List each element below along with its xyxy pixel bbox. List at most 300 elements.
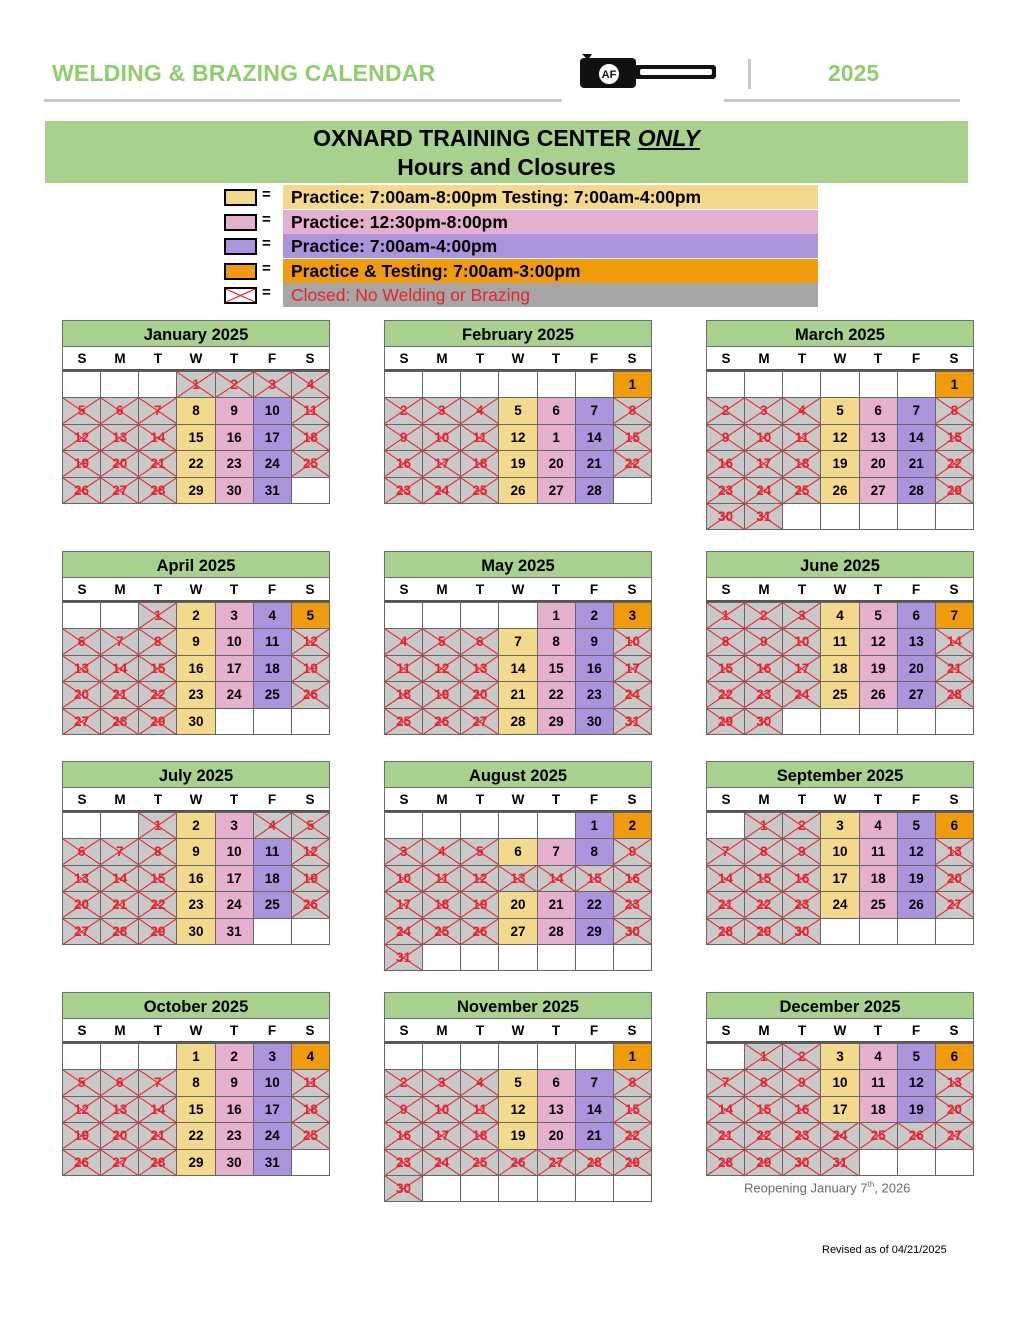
open-day-cell bbox=[860, 839, 898, 865]
closed-day-cell bbox=[292, 866, 330, 892]
empty-day-cell bbox=[385, 372, 423, 398]
closed-day-cell bbox=[783, 1097, 821, 1123]
open-day-cell bbox=[254, 603, 292, 629]
open-day-cell bbox=[177, 1097, 215, 1123]
closed-day-cell bbox=[292, 892, 330, 918]
revision-date: Revised as of 04/21/2025 bbox=[822, 1244, 947, 1256]
day-number: 8 bbox=[192, 403, 200, 419]
closed-day-cell bbox=[783, 682, 821, 708]
closed-day-cell bbox=[783, 866, 821, 892]
open-day-cell bbox=[177, 919, 215, 945]
open-day-cell bbox=[177, 603, 215, 629]
empty-day-cell bbox=[936, 1150, 974, 1176]
month-title: March 2025 bbox=[706, 320, 974, 347]
closed-day-cell bbox=[461, 919, 499, 945]
weekday-label: M bbox=[758, 351, 770, 366]
legend-label: Practice: 12:30pm-8:00pm bbox=[283, 210, 818, 234]
weekday-label: M bbox=[436, 792, 448, 807]
weekday-label: T bbox=[551, 351, 561, 366]
closed-day-cell bbox=[461, 1150, 499, 1176]
open-day-cell bbox=[821, 656, 859, 682]
day-grid bbox=[62, 1043, 330, 1176]
closed-day-cell bbox=[177, 372, 215, 398]
closed-day-cell bbox=[139, 1150, 177, 1176]
day-number: 15 bbox=[150, 660, 166, 676]
empty-day-cell bbox=[139, 372, 177, 398]
day-number: 17 bbox=[226, 870, 242, 886]
empty-day-cell bbox=[936, 709, 974, 735]
weekday-label: S bbox=[721, 351, 731, 366]
closed-day-cell bbox=[783, 839, 821, 865]
closed-day-cell bbox=[385, 839, 423, 865]
day-number: 11 bbox=[794, 429, 809, 445]
day-number: 10 bbox=[264, 403, 280, 419]
day-number: 22 bbox=[188, 456, 204, 472]
open-day-cell bbox=[860, 398, 898, 424]
empty-day-cell bbox=[63, 603, 101, 629]
closed-day-cell bbox=[745, 603, 783, 629]
weekday-label: T bbox=[153, 351, 163, 366]
open-day-cell bbox=[216, 656, 254, 682]
open-day-cell bbox=[177, 478, 215, 504]
day-number: 13 bbox=[112, 1101, 128, 1117]
day-number: 7 bbox=[115, 844, 124, 860]
empty-day-cell bbox=[461, 1044, 499, 1070]
closed-day-cell bbox=[423, 398, 461, 424]
day-number: 24 bbox=[396, 923, 412, 939]
day-number: 16 bbox=[756, 660, 772, 676]
weekday-header bbox=[706, 578, 974, 602]
open-day-cell bbox=[821, 1044, 859, 1070]
day-number: 8 bbox=[552, 634, 560, 650]
weekday-label: M bbox=[436, 582, 448, 597]
empty-day-cell bbox=[101, 813, 139, 839]
day-number: 14 bbox=[946, 634, 962, 650]
day-number: 27 bbox=[74, 923, 90, 939]
closed-day-cell bbox=[292, 1070, 330, 1096]
day-number: 11 bbox=[303, 403, 318, 419]
day-number: 25 bbox=[434, 923, 450, 939]
day-number: 1 bbox=[552, 429, 560, 445]
day-number: 11 bbox=[396, 660, 411, 676]
closed-day-cell bbox=[538, 866, 576, 892]
day-number: 20 bbox=[946, 870, 962, 886]
day-number: 18 bbox=[870, 870, 886, 886]
closed-day-cell bbox=[139, 709, 177, 735]
day-number: 5 bbox=[514, 403, 522, 419]
legend-row bbox=[224, 234, 818, 259]
empty-day-cell bbox=[63, 1044, 101, 1070]
closed-day-cell bbox=[292, 398, 330, 424]
closed-day-cell bbox=[139, 682, 177, 708]
day-number: 19 bbox=[302, 660, 318, 676]
day-number: 18 bbox=[302, 1101, 318, 1117]
day-number: 4 bbox=[268, 608, 277, 623]
month-title: February 2025 bbox=[384, 320, 652, 347]
day-number: 19 bbox=[434, 687, 450, 703]
empty-day-cell bbox=[783, 504, 821, 530]
day-number: 22 bbox=[548, 687, 564, 703]
empty-day-cell bbox=[707, 372, 745, 398]
open-day-cell bbox=[936, 1044, 974, 1070]
closed-day-cell bbox=[63, 919, 101, 945]
open-day-cell bbox=[576, 425, 614, 451]
weekday-label: F bbox=[911, 1023, 921, 1038]
day-number: 28 bbox=[946, 687, 962, 703]
weekday-label: S bbox=[721, 582, 731, 597]
closed-day-cell bbox=[499, 1150, 537, 1176]
day-number: 19 bbox=[302, 870, 318, 886]
open-day-cell bbox=[821, 839, 859, 865]
empty-day-cell bbox=[385, 813, 423, 839]
closed-day-cell bbox=[707, 398, 745, 424]
open-day-cell bbox=[898, 839, 936, 865]
empty-day-cell bbox=[576, 1176, 614, 1202]
weekday-label: S bbox=[77, 351, 87, 366]
day-number: 14 bbox=[112, 660, 128, 676]
closed-day-cell bbox=[423, 709, 461, 735]
empty-day-cell bbox=[821, 504, 859, 530]
day-grid bbox=[384, 602, 652, 735]
empty-day-cell bbox=[538, 945, 576, 971]
day-number: 16 bbox=[188, 870, 204, 886]
day-number: 25 bbox=[870, 897, 886, 913]
day-number: 11 bbox=[832, 634, 848, 650]
day-number: 1 bbox=[192, 377, 200, 392]
month-title: October 2025 bbox=[62, 992, 330, 1019]
day-number: 22 bbox=[150, 897, 166, 913]
empty-day-cell bbox=[783, 709, 821, 735]
day-number: 25 bbox=[794, 482, 810, 498]
open-day-cell bbox=[576, 892, 614, 918]
day-number: 6 bbox=[552, 403, 560, 419]
closed-day-cell bbox=[385, 1097, 423, 1123]
day-number: 29 bbox=[756, 1154, 772, 1170]
day-number: 20 bbox=[870, 456, 886, 472]
wrench-logo-icon bbox=[578, 48, 718, 98]
day-number: 19 bbox=[74, 456, 90, 472]
day-number: 8 bbox=[759, 844, 768, 860]
closed-day-cell bbox=[292, 656, 330, 682]
day-number: 21 bbox=[150, 1128, 166, 1144]
weekday-header bbox=[62, 1019, 330, 1043]
open-day-cell bbox=[499, 1123, 537, 1149]
day-number: 23 bbox=[226, 1128, 242, 1144]
weekday-label: M bbox=[758, 792, 770, 807]
day-number: 30 bbox=[756, 713, 772, 729]
day-number: 19 bbox=[510, 456, 526, 472]
empty-day-cell bbox=[461, 945, 499, 971]
day-number: 10 bbox=[396, 870, 412, 886]
open-day-cell bbox=[936, 813, 974, 839]
weekday-label: W bbox=[189, 1023, 203, 1038]
empty-day-cell bbox=[821, 919, 859, 945]
day-number: 7 bbox=[590, 1075, 599, 1091]
closed-day-cell bbox=[936, 682, 974, 708]
open-day-cell bbox=[576, 398, 614, 424]
day-number: 31 bbox=[264, 482, 280, 498]
day-number: 10 bbox=[794, 634, 810, 650]
day-number: 18 bbox=[264, 870, 280, 886]
closed-day-cell bbox=[63, 478, 101, 504]
open-day-cell bbox=[499, 656, 537, 682]
day-number: 6 bbox=[552, 1075, 560, 1091]
day-number: 12 bbox=[472, 870, 488, 886]
weekday-label: F bbox=[267, 351, 277, 366]
day-number: 14 bbox=[718, 1101, 734, 1117]
weekday-label: F bbox=[589, 792, 599, 807]
reopening-suffix: , 2026 bbox=[874, 1180, 911, 1196]
legend-row bbox=[224, 210, 818, 235]
weekday-header bbox=[384, 578, 652, 602]
weekday-label: T bbox=[551, 792, 561, 807]
open-day-cell bbox=[216, 1070, 254, 1096]
month-title: November 2025 bbox=[384, 992, 652, 1019]
open-day-cell bbox=[936, 603, 974, 629]
day-number: 17 bbox=[226, 660, 242, 676]
day-grid bbox=[706, 812, 974, 945]
empty-day-cell bbox=[461, 813, 499, 839]
open-day-cell bbox=[821, 866, 859, 892]
banner-heading bbox=[45, 121, 968, 153]
closed-day-cell bbox=[139, 478, 177, 504]
day-number: 28 bbox=[718, 1154, 734, 1170]
month-calendar bbox=[706, 320, 974, 530]
header-divider bbox=[748, 59, 751, 89]
closed-day-cell bbox=[423, 1097, 461, 1123]
day-grid bbox=[384, 371, 652, 504]
day-grid bbox=[706, 371, 974, 530]
open-day-cell bbox=[538, 682, 576, 708]
open-day-cell bbox=[216, 1123, 254, 1149]
closed-day-cell bbox=[63, 682, 101, 708]
day-number: 14 bbox=[112, 870, 128, 886]
day-number: 6 bbox=[77, 634, 86, 650]
closed-day-cell bbox=[63, 866, 101, 892]
hours-legend bbox=[224, 185, 818, 308]
empty-day-cell bbox=[614, 945, 652, 971]
open-day-cell bbox=[576, 629, 614, 655]
closed-day-cell bbox=[385, 682, 423, 708]
day-number: 4 bbox=[476, 403, 484, 419]
closed-day-cell bbox=[783, 813, 821, 839]
day-number: 30 bbox=[794, 923, 810, 939]
day-number: 21 bbox=[586, 456, 602, 472]
weekday-label: M bbox=[758, 582, 770, 597]
day-number: 16 bbox=[188, 660, 204, 676]
day-number: 31 bbox=[226, 923, 242, 939]
weekday-label: W bbox=[833, 351, 847, 366]
day-number: 18 bbox=[870, 1101, 886, 1117]
day-number: 19 bbox=[908, 1101, 924, 1117]
day-number: 20 bbox=[510, 897, 526, 913]
closed-day-cell bbox=[707, 603, 745, 629]
empty-day-cell bbox=[499, 603, 537, 629]
open-day-cell bbox=[216, 398, 254, 424]
closed-day-cell bbox=[745, 813, 783, 839]
day-number: 26 bbox=[472, 923, 488, 939]
closed-day-cell bbox=[139, 451, 177, 477]
empty-day-cell bbox=[860, 372, 898, 398]
day-number: 19 bbox=[908, 870, 924, 886]
open-day-cell bbox=[177, 1044, 215, 1070]
closed-day-cell bbox=[139, 1070, 177, 1096]
open-day-cell bbox=[254, 1123, 292, 1149]
day-number: 15 bbox=[548, 660, 564, 676]
day-number: 5 bbox=[912, 1049, 921, 1064]
open-day-cell bbox=[576, 1070, 614, 1096]
month-calendar bbox=[384, 551, 652, 735]
day-number: 12 bbox=[908, 1075, 924, 1091]
open-day-cell bbox=[216, 892, 254, 918]
day-number: 10 bbox=[226, 844, 242, 860]
day-number: 13 bbox=[74, 870, 90, 886]
empty-day-cell bbox=[254, 919, 292, 945]
weekday-label: S bbox=[627, 351, 637, 366]
closed-day-cell bbox=[783, 603, 821, 629]
empty-day-cell bbox=[860, 919, 898, 945]
empty-day-cell bbox=[63, 813, 101, 839]
empty-day-cell bbox=[423, 372, 461, 398]
day-number: 26 bbox=[510, 482, 526, 498]
day-number: 19 bbox=[832, 456, 848, 472]
day-number: 29 bbox=[150, 923, 166, 939]
closed-day-cell bbox=[614, 398, 652, 424]
weekday-label: S bbox=[721, 1023, 731, 1038]
day-number: 28 bbox=[510, 713, 526, 729]
open-day-cell bbox=[821, 398, 859, 424]
day-number: 24 bbox=[794, 687, 810, 703]
weekday-label: W bbox=[833, 582, 847, 597]
day-number: 21 bbox=[718, 897, 734, 913]
month-calendar bbox=[706, 992, 974, 1176]
day-number: 27 bbox=[548, 482, 564, 498]
open-day-cell bbox=[821, 1070, 859, 1096]
day-number: 31 bbox=[624, 713, 640, 729]
day-number: 26 bbox=[74, 482, 90, 498]
day-number: 1 bbox=[950, 377, 959, 392]
closed-day-cell bbox=[936, 1070, 974, 1096]
closed-day-cell bbox=[745, 425, 783, 451]
empty-day-cell bbox=[745, 372, 783, 398]
weekday-label: T bbox=[797, 582, 807, 597]
open-day-cell bbox=[614, 1044, 652, 1070]
day-number: 22 bbox=[624, 456, 640, 472]
day-number: 3 bbox=[268, 1049, 277, 1064]
closed-day-cell bbox=[423, 682, 461, 708]
day-number: 6 bbox=[115, 403, 124, 419]
month-title: January 2025 bbox=[62, 320, 330, 347]
weekday-label: T bbox=[475, 351, 485, 366]
closed-day-cell bbox=[783, 478, 821, 504]
open-day-cell bbox=[538, 398, 576, 424]
day-number: 2 bbox=[399, 1075, 408, 1091]
open-day-cell bbox=[614, 372, 652, 398]
empty-day-cell bbox=[63, 372, 101, 398]
legend-row bbox=[224, 259, 818, 284]
closed-day-cell bbox=[707, 478, 745, 504]
day-number: 15 bbox=[756, 870, 772, 886]
open-day-cell bbox=[254, 682, 292, 708]
month-title: September 2025 bbox=[706, 761, 974, 788]
day-number: 28 bbox=[718, 923, 734, 939]
day-number: 5 bbox=[306, 818, 315, 833]
closed-day-cell bbox=[385, 945, 423, 971]
empty-day-cell bbox=[936, 919, 974, 945]
empty-day-cell bbox=[423, 603, 461, 629]
empty-day-cell bbox=[292, 709, 330, 735]
open-day-cell bbox=[177, 451, 215, 477]
day-number: 4 bbox=[874, 818, 882, 833]
open-day-cell bbox=[821, 425, 859, 451]
day-number: 27 bbox=[510, 923, 526, 939]
closed-day-cell bbox=[707, 656, 745, 682]
day-number: 17 bbox=[832, 870, 848, 886]
day-number: 9 bbox=[628, 844, 637, 860]
open-day-cell bbox=[177, 682, 215, 708]
day-number: 8 bbox=[154, 844, 162, 860]
open-day-cell bbox=[538, 425, 576, 451]
open-day-cell bbox=[216, 425, 254, 451]
day-number: 27 bbox=[74, 713, 90, 729]
day-number: 12 bbox=[870, 634, 886, 650]
day-number: 11 bbox=[472, 429, 487, 445]
day-number: 28 bbox=[548, 923, 564, 939]
day-number: 3 bbox=[437, 403, 446, 419]
month-calendar bbox=[62, 551, 330, 735]
day-number: 22 bbox=[718, 687, 734, 703]
day-number: 29 bbox=[150, 713, 166, 729]
day-number: 29 bbox=[548, 713, 564, 729]
open-day-cell bbox=[576, 682, 614, 708]
empty-day-cell bbox=[898, 372, 936, 398]
weekday-label: W bbox=[511, 792, 525, 807]
closed-day-cell bbox=[936, 1123, 974, 1149]
day-number: 6 bbox=[115, 1075, 124, 1091]
closed-day-cell bbox=[745, 919, 783, 945]
open-day-cell bbox=[898, 398, 936, 424]
day-number: 30 bbox=[396, 1180, 412, 1196]
closed-day-cell bbox=[101, 425, 139, 451]
day-number: 2 bbox=[628, 818, 637, 833]
day-number: 30 bbox=[188, 923, 204, 939]
open-day-cell bbox=[254, 656, 292, 682]
day-number: 3 bbox=[798, 608, 806, 623]
day-number: 14 bbox=[718, 870, 734, 886]
weekday-header bbox=[706, 788, 974, 812]
weekday-label: S bbox=[77, 1023, 87, 1038]
closed-day-cell bbox=[707, 709, 745, 735]
open-day-cell bbox=[538, 603, 576, 629]
closed-day-cell bbox=[707, 1097, 745, 1123]
day-number: 23 bbox=[188, 687, 204, 703]
closed-day-cell bbox=[139, 813, 177, 839]
day-number: 20 bbox=[74, 897, 90, 913]
day-number: 21 bbox=[946, 660, 962, 676]
closed-day-cell bbox=[292, 1123, 330, 1149]
day-number: 20 bbox=[548, 456, 564, 472]
closed-day-cell bbox=[292, 425, 330, 451]
day-number: 4 bbox=[437, 844, 446, 860]
closed-day-cell bbox=[614, 425, 652, 451]
weekday-label: M bbox=[114, 351, 126, 366]
day-number: 10 bbox=[832, 844, 848, 860]
closed-day-cell bbox=[614, 839, 652, 865]
open-day-cell bbox=[860, 1044, 898, 1070]
open-day-cell bbox=[576, 1097, 614, 1123]
weekday-label: M bbox=[114, 582, 126, 597]
empty-day-cell bbox=[860, 709, 898, 735]
